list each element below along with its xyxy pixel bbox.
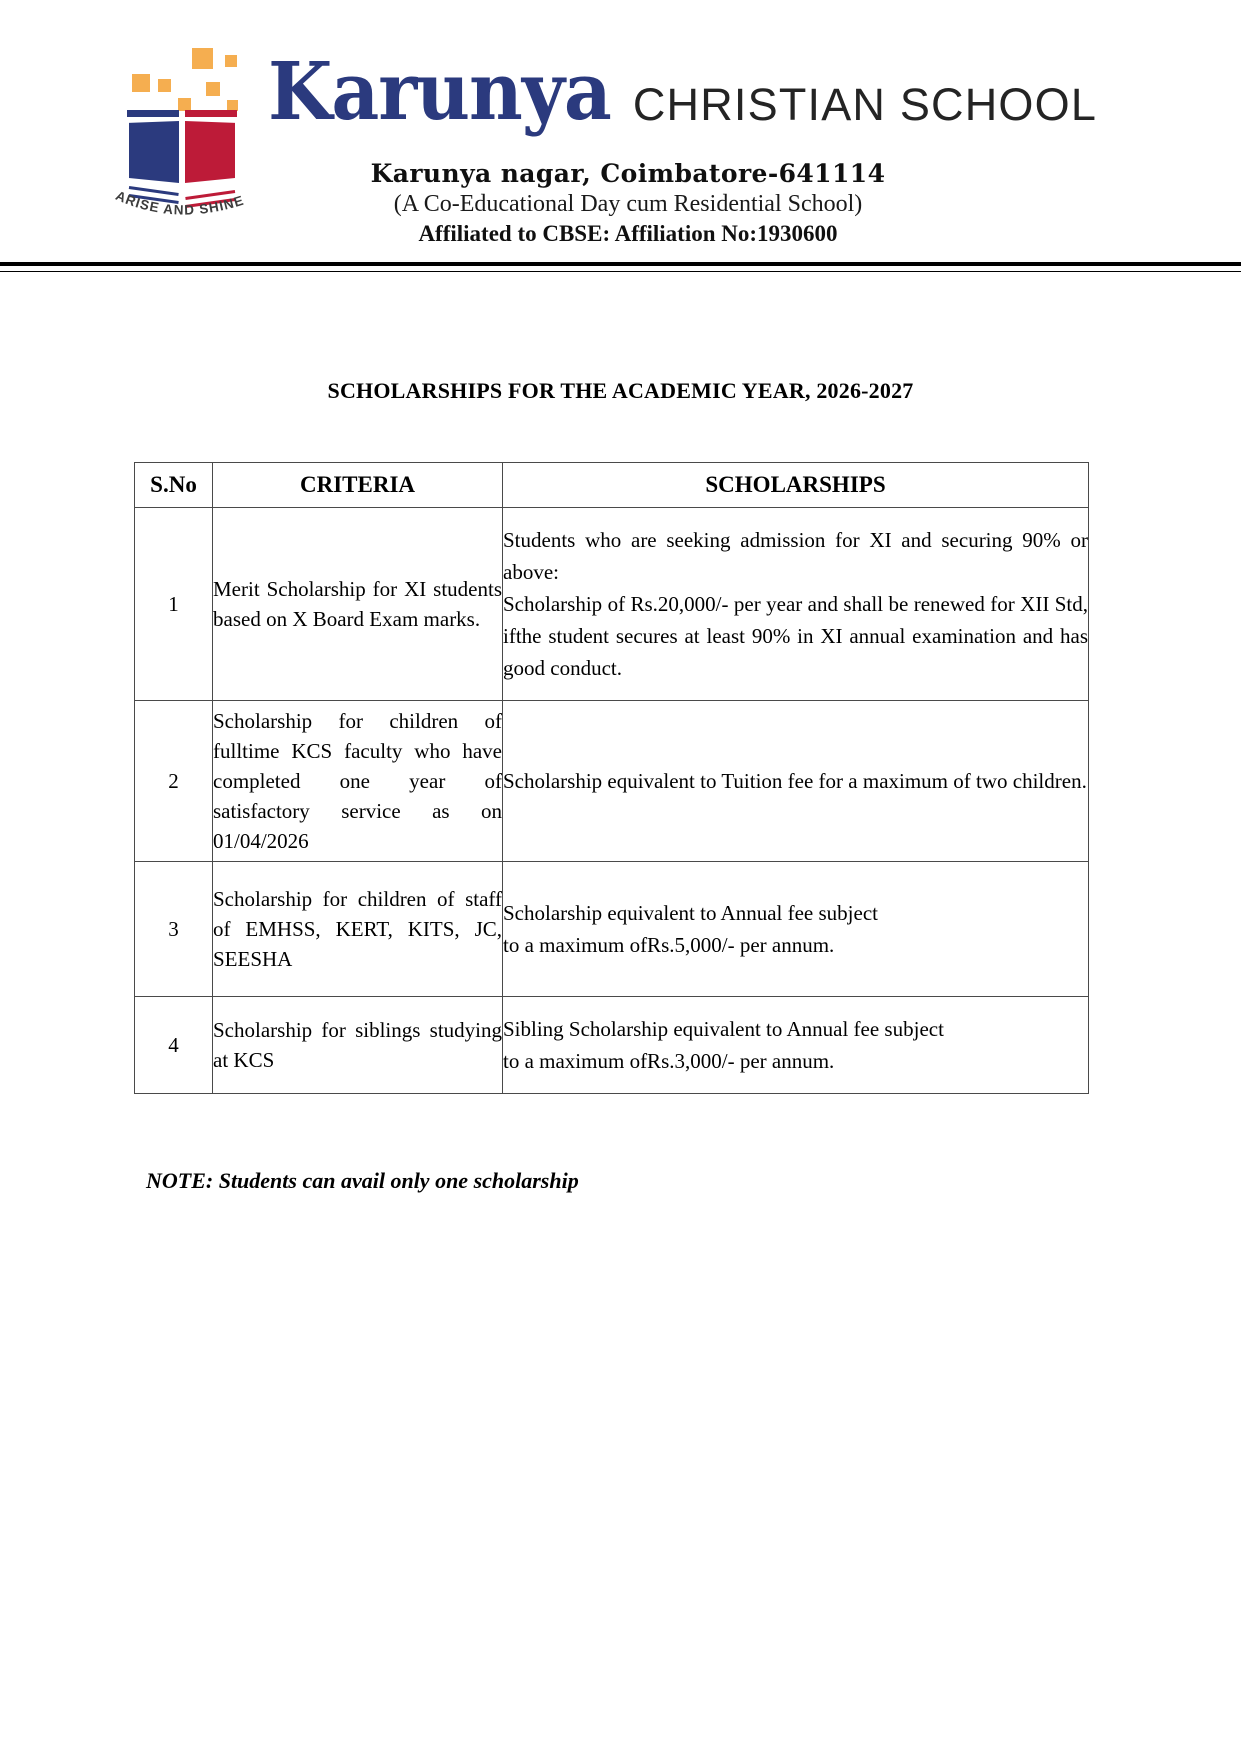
column-header-scholarships: SCHOLARSHIPS: [503, 463, 1089, 508]
address-line-2: (A Co-Educational Day cum Residential School): [393, 191, 863, 217]
column-header-criteria: CRITERIA: [213, 463, 503, 508]
table-row: [135, 701, 1089, 862]
scholarship-text-line-2: to a maximum ofRs.5,000/- per annum.: [503, 933, 835, 957]
address-line-3: Affiliated to CBSE: Affiliation No:1930600: [418, 221, 838, 246]
logo-square-icon: [206, 82, 220, 96]
scholarships-table: [134, 462, 1089, 1094]
table-row: [135, 997, 1089, 1094]
scholarship-text-line-1: Scholarship equivalent to Annual fee subject: [503, 901, 878, 925]
cell-scholarship: [503, 862, 1089, 997]
logo-square-icon: [158, 79, 171, 92]
table-header-row: [135, 463, 1089, 508]
header-divider-thick: [0, 262, 1241, 266]
cell-criteria: Scholarship for children of fulltime KCS faculty who have completed one year of satisfactory service as on 01/04/2026: [213, 701, 503, 862]
scholarship-text-line-1: Sibling Scholarship equivalent to Annual fee subject: [503, 1017, 944, 1041]
page-title: SCHOLARSHIPS FOR THE ACADEMIC YEAR, 2026-2027: [327, 378, 914, 403]
book-page-left: [129, 121, 179, 183]
letterhead: [0, 0, 1241, 270]
wordmark-karunya: Karunya: [268, 45, 611, 139]
school-wordmark: [268, 45, 1098, 139]
column-header-sno: S.No: [135, 463, 213, 508]
address-line-1: Karunya nagar, Coimbatore-641114: [370, 159, 886, 188]
cell-sno: 4: [135, 997, 213, 1094]
header-divider-thin: [0, 271, 1241, 272]
table-row: [135, 862, 1089, 997]
cell-criteria: Scholarship for children of staff of EMHSS, KERT, KITS, JC, SEESHA: [213, 862, 503, 997]
book-page-left-top: [127, 110, 179, 117]
scholarship-text-line-2: Scholarship of Rs.20,000/- per year and shall be renewed for XII Std, ifthe student secures at least 90% in XI annual examination and has good conduct.: [503, 592, 1088, 680]
cell-scholarship: [503, 701, 1089, 862]
scholarship-text-line-1: Scholarship equivalent to Tuition fee for a maximum of two children.: [503, 769, 1087, 793]
cell-criteria: Scholarship for siblings studying at KCS: [213, 997, 503, 1094]
book-page-right-top: [185, 110, 237, 117]
note-text: NOTE: Students can avail only one scholarship: [146, 1168, 579, 1193]
logo-square-icon: [132, 74, 150, 92]
cell-sno: 1: [135, 508, 213, 701]
wordmark-christian-school: CHRISTIAN SCHOOL: [632, 79, 1098, 130]
logo-square-icon: [192, 48, 213, 69]
scholarship-text-line-2: to a maximum ofRs.3,000/- per annum.: [503, 1049, 835, 1073]
school-logo: [103, 38, 263, 228]
cell-scholarship: [503, 997, 1089, 1094]
logo-square-icon: [225, 55, 237, 67]
table-row: [135, 508, 1089, 701]
cell-sno: 3: [135, 862, 213, 997]
school-address: [268, 158, 988, 249]
cell-scholarship: [503, 508, 1089, 701]
scholarship-text-line-1: Students who are seeking admission for XI and securing 90% or above:: [503, 528, 1088, 584]
motto-text: ARISE AND SHINE: [113, 188, 246, 218]
motto-arc: [99, 188, 269, 228]
book-page-right: [185, 121, 235, 183]
cell-criteria: Merit Scholarship for XI students based on X Board Exam marks.: [213, 508, 503, 701]
cell-sno: 2: [135, 701, 213, 862]
